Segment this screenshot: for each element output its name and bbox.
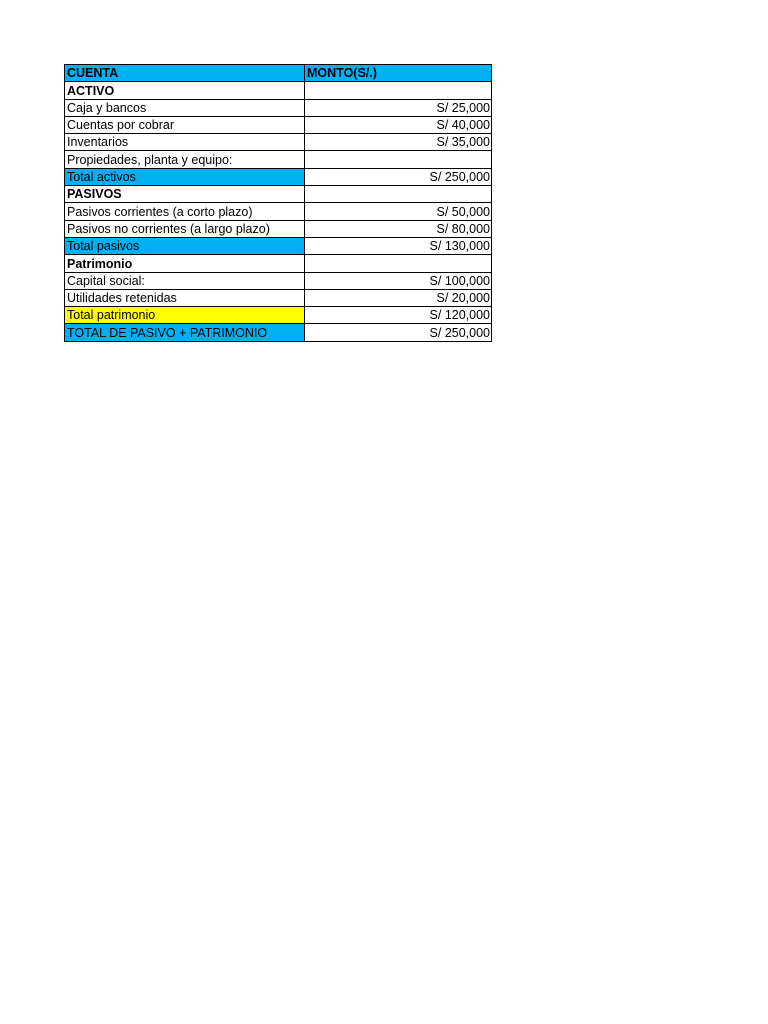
monto-cell[interactable] (305, 82, 492, 99)
monto-cell[interactable]: S/ 35,000 (305, 134, 492, 151)
cuenta-header-cell[interactable]: CUENTA (65, 65, 305, 82)
monto-cell[interactable]: S/ 250,000 (305, 168, 492, 185)
monto-cell[interactable]: S/ 100,000 (305, 272, 492, 289)
cuenta-cell[interactable]: Inventarios (65, 134, 305, 151)
cuenta-cell[interactable]: Cuentas por cobrar (65, 116, 305, 133)
balance-sheet-table (64, 64, 492, 342)
table-body (65, 82, 492, 341)
monto-cell[interactable]: S/ 25,000 (305, 99, 492, 116)
monto-cell[interactable]: S/ 50,000 (305, 203, 492, 220)
monto-cell[interactable]: S/ 250,000 (305, 324, 492, 341)
table-row (65, 203, 492, 220)
header-row (65, 65, 492, 82)
table-row (65, 116, 492, 133)
cuenta-cell[interactable]: Propiedades, planta y equipo: (65, 151, 305, 168)
table-row (65, 186, 492, 203)
cuenta-cell[interactable]: Pasivos corrientes (a corto plazo) (65, 203, 305, 220)
monto-cell[interactable]: S/ 120,000 (305, 307, 492, 324)
table-row (65, 134, 492, 151)
table-row (65, 82, 492, 99)
table-row (65, 289, 492, 306)
cuenta-cell[interactable]: Total patrimonio (65, 307, 305, 324)
cuenta-cell[interactable]: Pasivos no corrientes (a largo plazo) (65, 220, 305, 237)
table-row (65, 272, 492, 289)
table-row (65, 99, 492, 116)
table-row (65, 307, 492, 324)
cuenta-cell[interactable]: Utilidades retenidas (65, 289, 305, 306)
cuenta-cell[interactable]: Caja y bancos (65, 99, 305, 116)
table-row (65, 151, 492, 168)
cuenta-cell[interactable]: ACTIVO (65, 82, 305, 99)
monto-cell[interactable]: S/ 20,000 (305, 289, 492, 306)
table-row (65, 324, 492, 341)
table-row (65, 168, 492, 185)
monto-cell[interactable] (305, 255, 492, 272)
table-row (65, 237, 492, 254)
table-row (65, 255, 492, 272)
monto-cell[interactable] (305, 186, 492, 203)
cuenta-cell[interactable]: TOTAL DE PASIVO + PATRIMONIO (65, 324, 305, 341)
cuenta-cell[interactable]: Capital social: (65, 272, 305, 289)
monto-header-cell[interactable]: MONTO(S/.) (305, 65, 492, 82)
cuenta-cell[interactable]: Patrimonio (65, 255, 305, 272)
table-row (65, 220, 492, 237)
monto-cell[interactable]: S/ 130,000 (305, 237, 492, 254)
monto-cell[interactable] (305, 151, 492, 168)
monto-cell[interactable]: S/ 80,000 (305, 220, 492, 237)
cuenta-cell[interactable]: Total activos (65, 168, 305, 185)
cuenta-cell[interactable]: PASIVOS (65, 186, 305, 203)
monto-cell[interactable]: S/ 40,000 (305, 116, 492, 133)
cuenta-cell[interactable]: Total pasivos (65, 237, 305, 254)
